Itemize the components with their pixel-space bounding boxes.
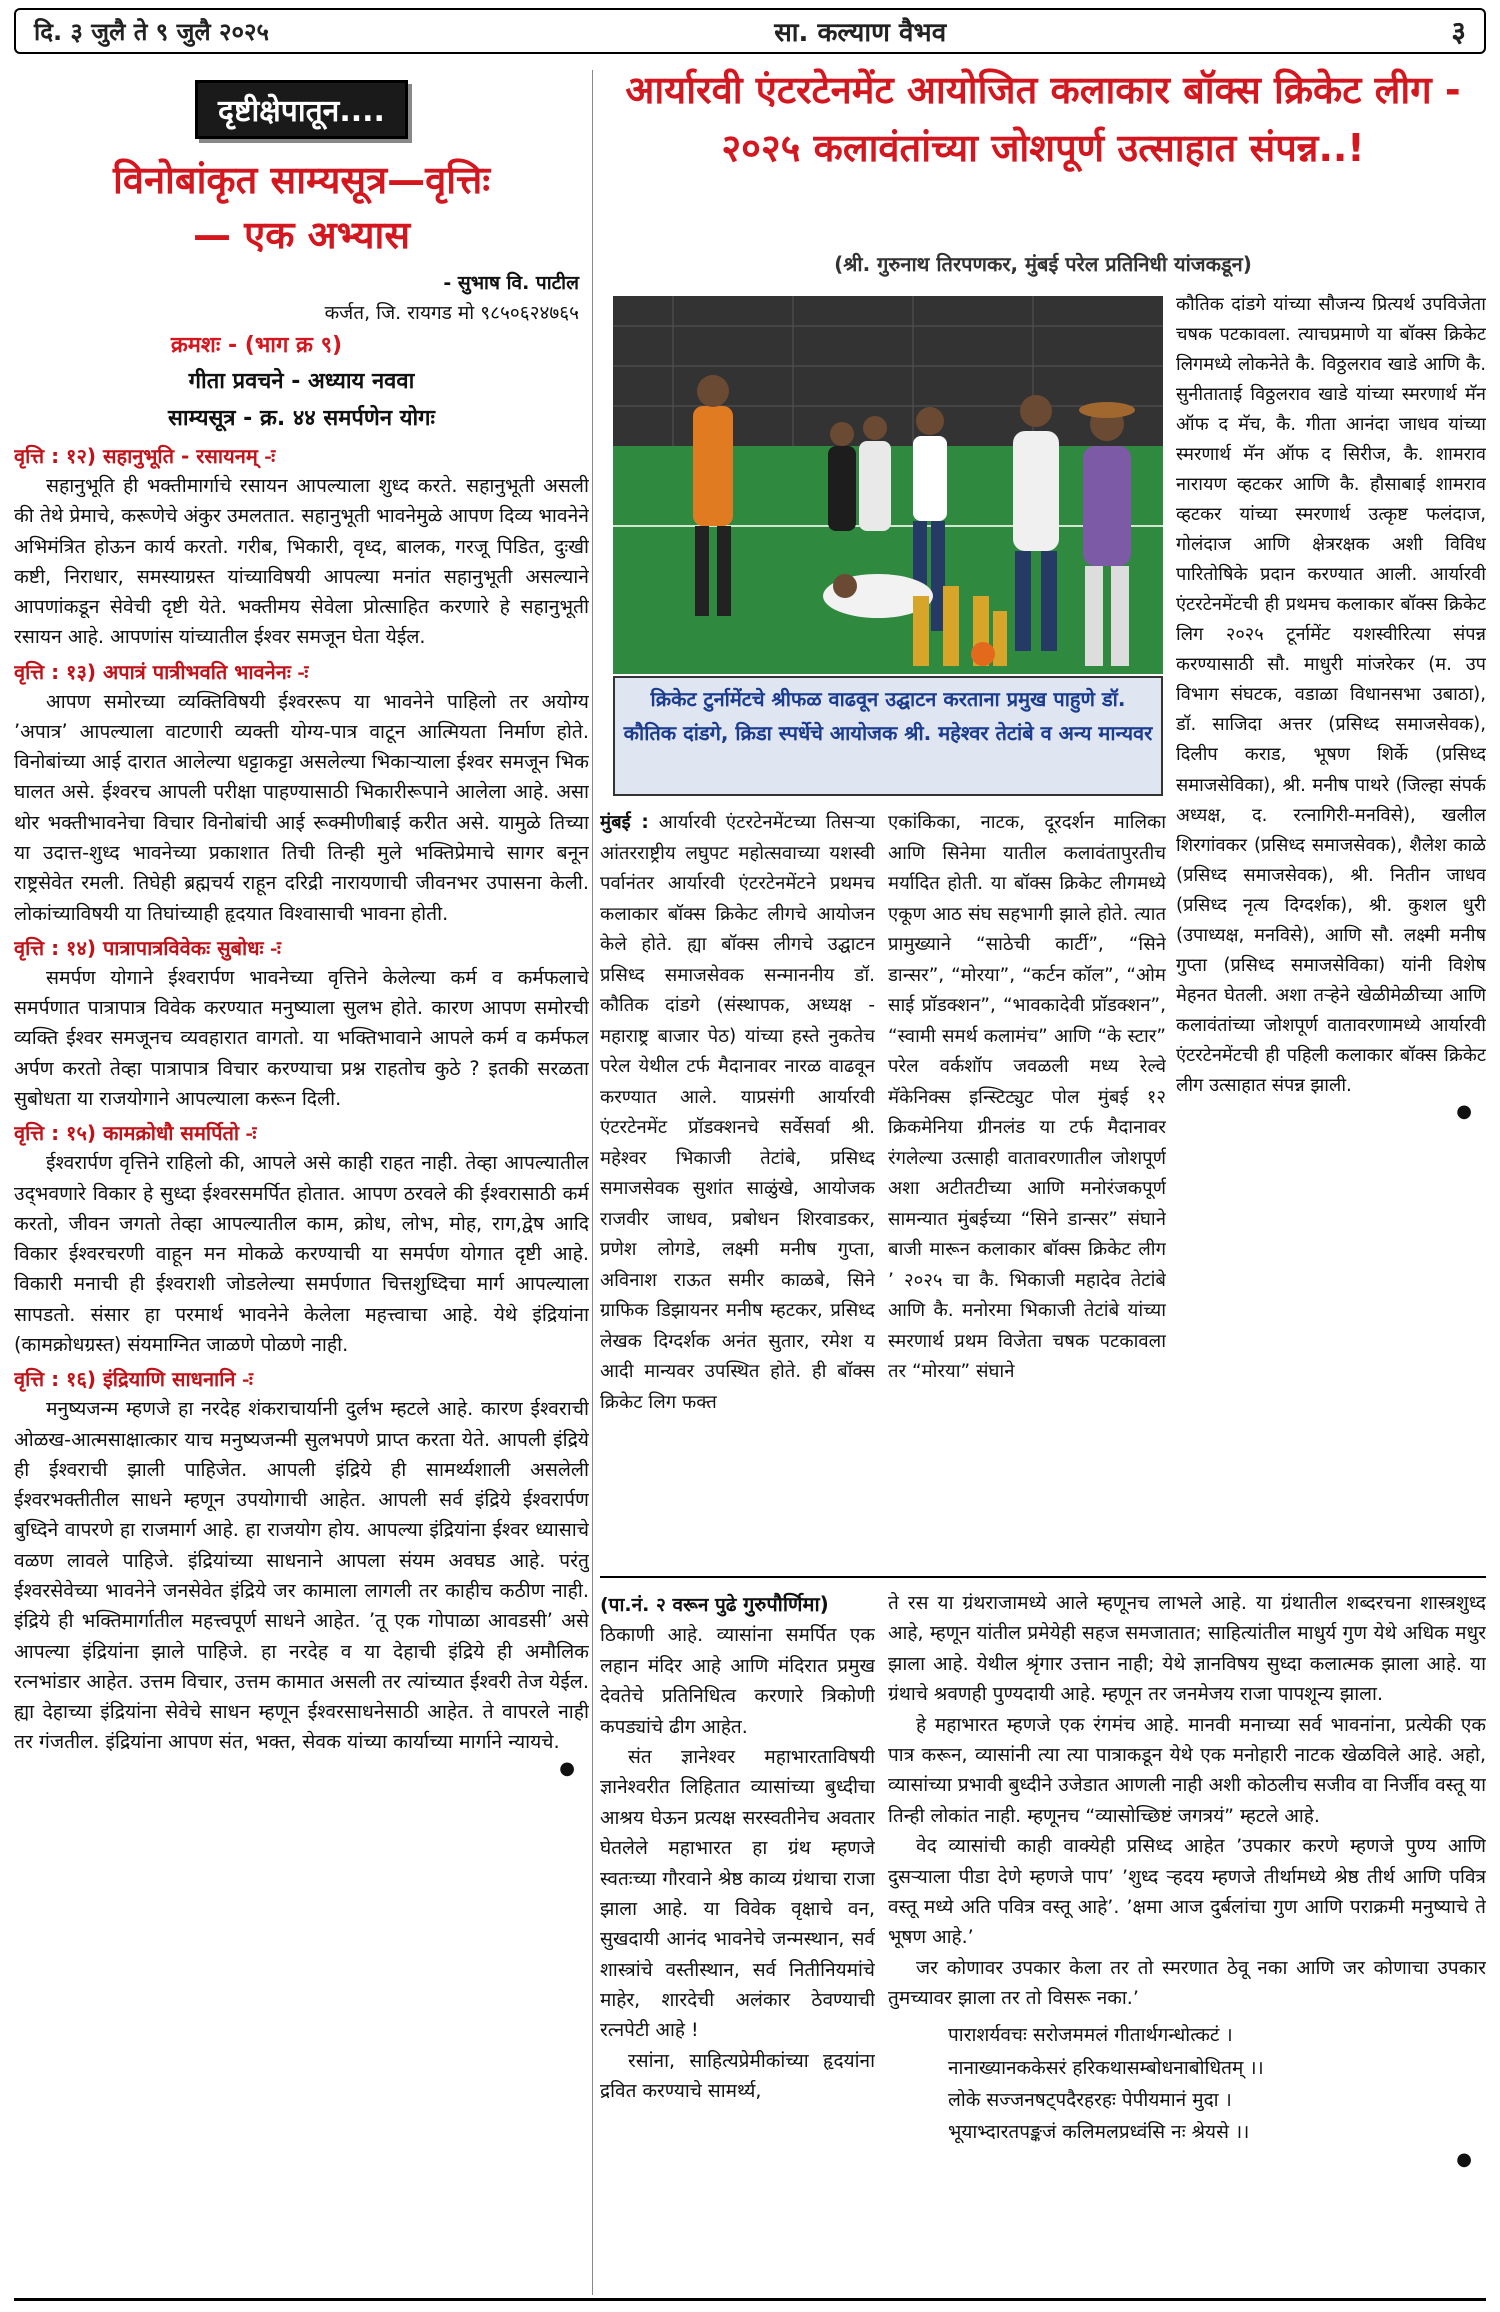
- continuation-label: (पा.नं. २ वरून पुढे: [600, 1594, 737, 1616]
- news-column-1: [600, 808, 875, 1576]
- author-address: कर्जत, जि. रायगड मो ९८५०६२४७६५: [324, 301, 579, 324]
- section-heading: वृत्ति : १६) इंद्रियाणि साधनानि -ः: [14, 1367, 253, 1392]
- event-photo-illustration: [613, 296, 1163, 674]
- section-badge: दृष्टीक्षेपातून....: [195, 80, 408, 139]
- news-byline: (श्री. गुरुनाथ तिरपणकर, मुंबई परेल प्रतिनिधी यांजकडून): [834, 252, 1252, 276]
- event-photo: [613, 296, 1163, 674]
- issue-date: दि. ३ जुलै ते ९ जुलै २०२५: [34, 17, 269, 46]
- article-text: हे महाभारत म्हणजे एक रंगमंच आहे. मानवी मनाच्या सर्व भावनांना, प्रत्येकी एक पात्र करून, व्यासांनी त्या त्या पात्राकडून येथे एक मनोहारी नाटक खेळविले आहे. अहो, व्यासांच्या प्रभावी बुध्दीने उजेडात आणली नाही अशी कोठलीच सजीव वा निर्जीव वस्तू या तिन्ही लोकांत नाही. म्हणूनच “व्यासोच्छिष्टं जगत्रयं” म्हटले आहे.: [888, 1713, 1486, 1827]
- left-article: [14, 70, 589, 2295]
- verse-line: लोके सज्जनषट्पदैरहरहः पेपीयमानं मुदा ।: [948, 2089, 1232, 2112]
- article-text: वेद व्यासांची काही वाक्येही प्रसिध्द आहेत ’उपकार करणे म्हणजे पुण्य आणि दुसऱ्याला पीडा देणे म्हणजे पाप’ ’शुध्द ऱ्हदय म्हणजे तीर्थामध्ये श्रेष्ठ तीर्थ आणि पवित्र वस्तू मध्ये अति पवित्र वस्तू आहे’. ’क्षमा आज दुर्बलांचा गुण आणि पराक्रमी मनुष्याचे ते भूषण आहे.’: [888, 1835, 1486, 1949]
- article-title-line-2: — एक अभ्यास: [192, 213, 411, 258]
- series-label: क्रमशः - (भाग क्र ९): [170, 333, 343, 359]
- news-headline: आर्यारवी एंटरटेनमेंट आयोजित कलाकार बॉक्स क्रिकेट लीग - २०२५ कलावंतांच्या जोशपूर्ण उत्साहात संपन्न..!: [625, 68, 1461, 170]
- verse-line: पाराशर्यवचः सरोजममलं गीतार्थगन्धोत्कटं ।: [948, 2024, 1233, 2047]
- continuation-title: गुरुपौर्णिमा): [743, 1592, 829, 1616]
- article-author: - सुभाष वि. पाटील: [443, 272, 579, 295]
- section-body: ईश्वरार्पण वृत्तिने राहिलो की, आपले असे काही राहत नाही. तेव्हा आपल्यातील उद्‌भवणारे विकार हे सुध्दा ईश्वरसमर्पित होतात. आपण ठरवले की ईश्वरासाठी कर्म करतो, जीवन जगतो तेव्हा आपल्यातील काम, क्रोध, लोभ, मोह, राग,द्वेष आदि विकार ईश्वरचरणी वाहून मन मोकळे करण्याची या समर्पण योगात दृष्टी आहे. विकारी मनाची ही ईश्वराशी जोडलेल्या समर्पणात चित्तशुध्दिचा मार्ग आपल्याला सापडतो. संसार हा परमार्थ भावनेने केलेला महत्त्वाचा आहे. येथे इंद्रियांना (कामक्रोधग्रस्त) संयमाग्नित जाळणे पोळणे नाही.: [14, 1151, 589, 1356]
- bottom-rule: [14, 2298, 1486, 2301]
- section-heading: वृत्ति : १३) अपात्रं पात्रीभवति भावनेनः -ः: [14, 659, 309, 684]
- article-text: ठिकाणी आहे. व्यासांना समर्पित एक लहान मंदिर आहे आणि मंदिरात प्रमुख देवतेचे प्रतिनिधित्व करणारे त्रिकोणी कपड्यांचे ढीग आहेत.: [600, 1624, 875, 1738]
- section-body: सहानुभूति ही भक्तीमार्गाचे रसायन आपल्याला शुध्द करते. सहानुभूती असली की तेथे प्रेमाचे, करूणेचे अंकुर उमलतात. सहानुभूती भावनेमुळे आपण दिव्य भावनेने अभिमंत्रित होऊन कार्य करतो. गरीब, भिकारी, वृध्द, बालक, गरजू पिडित, दुःखी कष्टी, निराधार, समस्याग्रस्त यांच्याविषयी आपल्या मनांत सहानुभूती असल्याने आपणांकडून सेवेची दृष्टी येते. भक्तीमय सेवेला प्रोत्साहित करणारे हे सहानुभूती रसायन आहे. आपणांस यांच्यातील ईश्वर समजून घेता येईल.: [14, 473, 589, 649]
- article-text: संत ज्ञानेश्वर महाभारताविषयी ज्ञानेश्वरीत लिहितात व्यासांच्या बुध्दीचा आश्रय घेऊन प्रत्यक्ष सरस्वतीनेच अवतार घेतलेले महाभारत हा ग्रंथ म्हणजे स्वतःच्या गौरवाने श्रेष्ठ काव्य ग्रंथाचा राजा झाला आहे. या विवेक वृक्षाचे वन, सुखदायी आनंद भावनेचे जन्मस्थान, सर्व शास्त्रांचे वस्तीस्थान, सर्व नितीनियमांचे माहेर, शारदेची अलंकार ठेवण्याची रत्नपेटी आहे !: [600, 1745, 875, 2042]
- sanskrit-verse: [888, 2019, 1486, 2148]
- news-column-3: [1176, 290, 1486, 1566]
- article-text: ते रस या ग्रंथराजामध्ये आले म्हणूनच लाभले आहे. या ग्रंथातील शब्दरचना शास्त्रशुध्द आहे, म्हणून यांतील प्रमेयेही सहज समजातात; साहित्यांतील माधुर्य गुण येथे अधिक मधुर झाला आहे. येथील श्रृंगार उत्तान नाही; येथे ज्ञानविषय सुध्दा कलात्मक झाला आहे. या ग्रंथाचे श्रवणही पुण्यदायी आहे. म्हणून तर जनमेजय राजा पापशून्य झाला.: [888, 1592, 1486, 1706]
- end-bullet-icon: ●: [1456, 2148, 1472, 2170]
- page-number: ३: [1451, 15, 1466, 48]
- verse-line: भूयाभ्दारतपङ्कजं कलिमलप्रध्वंसि नः श्रेयसे ।।: [948, 2121, 1250, 2144]
- section-body: समर्पण योगाने ईश्वरार्पण भावनेच्या वृत्तिने केलेल्या कर्म व कर्मफलाचे समर्पणात पात्रापात्र विवेक करण्यात मनुष्याला सुलभ होते. कारण आपण समोरची व्यक्ति ईश्वर समजूनच व्यवहारात वागतो. या भक्तिभावाने आपले कर्म व कर्मफल अर्पण करतो तेव्हा पात्रापात्र विचार करण्याचा प्रश्न राहतोच कुठे ? इतकी सरळता सुबोधता या राजयोगाने आपल्याला करून दिली.: [14, 965, 589, 1111]
- subtitle-1: गीता प्रवचने - अध्याय नववा: [188, 369, 415, 395]
- article-title-line-1: विनोबांकृत साम्यसूत्र—वृत्तिः: [112, 158, 490, 202]
- article-text: रसांना, साहित्यप्रेमीकांच्या हृदयांना द्रवित करण्याचे सामर्थ्य,: [600, 2049, 875, 2103]
- page-header: [14, 8, 1486, 54]
- end-bullet-icon: ●: [1456, 1100, 1472, 1122]
- section-body: आपण समोरच्या व्यक्तिविषयी ईश्वररूप या भावनेने पाहिलो तर अयोग्य ’अपात्र’ आपल्याला वाटणारी व्यक्ती योग्य-पात्र वाटून आत्मियता निर्माण होते. विनोबांच्या आई दारात आलेल्या धट्टाकट्टा असलेल्या भिकाऱ्याला ईश्वर समजून भिक घालत असे. ईश्वरच आपली परीक्षा पाहण्यासाठी भिकारीरूपाने आलेला आहे. असा थोर भक्तीभावनेचा विचार विनोबांची आई रूक्मीणीबाई करीत असे. यामुळे तिच्या या उदात्त-शुध्द भावनेच्या प्रकाशात तिची तिन्ही मुले भक्तिप्रेमाचे सागर बनून राष्ट्रसेवेत रमली. तिघेही ब्रह्मचर्य राहून दरिद्री नारायणाची जीवनभर उपासना केली. लोकांच्याविषयी या तिघांच्याही हृदयात विश्वासाची भावना होती.: [14, 689, 589, 925]
- news-column-text: आर्यारवी एंटरटेनमेंटच्या तिसऱ्या आंतरराष्ट्रीय लघुपट महोत्सवाच्या यशस्वी पर्वानंतर आर्यारवी एंटरटेनमेंटने प्रथमच कलाकार बॉक्स क्रिकेट लीगचे आयोजन केले होते. ह्या बॉक्स लीगचे उद्घाटन प्रसिध्द समाजसेवक सन्माननीय डॉ. कौतिक दांडगे (संस्थापक, अध्यक्ष - महाराष्ट्र बाजार पेठ) यांच्या हस्ते नुकतेच परेल येथील टर्फ मैदानावर नारळ वाढवून करण्यात आले. याप्रसंगी आर्यारवी एंटरटेनमेंट प्रॉडक्शनचे सर्वेसर्वा श्री. महेश्वर भिकाजी तेटांबे, प्रसिध्द समाजसेवक सुशांत साळुंखे, आयोजक राजवीर जाधव, प्रबोधन शिरवाडकर, प्रणेश लोगडे, लक्ष्मी मनीष गुप्ता, अविनाश राऊत समीर काळबे, सिने ग्राफिक डिझायनर मनीष म्हटकर, प्रसिध्द लेखक दिग्दर्शक अनंत सुतार, रमेश य आदी मान्यवर उपस्थित होते. ही बॉक्स क्रिकेट लिग फक्त: [600, 812, 875, 1413]
- verse-line: नानाख्यानककेसरं हरिकथासम्बोधनाबोधितम् ।।: [948, 2056, 1264, 2079]
- section-divider: [600, 1576, 1486, 1578]
- news-column-text: एकांकिका, नाटक, दूरदर्शन मालिका आणि सिनेमा यातील कलावंतापुरतीच मर्यादित होती. या बॉक्स क्रिकेट लीगमध्ये एकूण आठ संघ सहभागी झाले होते. त्यात प्रामुख्याने “साठेची कार्टी”, “सिने डान्सर”, “मोरया”, “कर्टन कॉल”, “ओम साई प्रॉडक्शन”, “भावकादेवी प्रॉडक्शन”, “स्वामी समर्थ कलामंच” आणि “के स्टार” परेल वर्कशॉप जवळली मध्य रेल्वे मॅकेनिक्स इन्स्टिट्युट पोल मुंबई १२ क्रिकमेनिया ग्रीनलंड या टर्फ मैदानावर रंगलेल्या उत्साही वातावरणातील जोशपूर्ण अशा अटीतटीच्या आणि मनोरंजकपूर्ण सामन्यात मुंबईच्या “सिने डान्सर” संघाने बाजी मारून कलाकार बॉक्स क्रिकेट लीग ’ २०२५ चा कै. भिकाजी महादेव तेटांबे आणि कै. मनोरमा भिकाजी तेटांबे यांच्या स्मरणार्थ प्रथम विजेता चषक पटकावला तर “मोरया” संघाने: [888, 812, 1166, 1383]
- article-text: जर कोणावर उपकार केला तर तो स्मरणात ठेवू नका आणि जर कोणाचा उपकार तुमच्यावर झाला तर तो विसरू नका.’: [888, 1956, 1486, 2010]
- subtitle-2: साम्यसूत्र - क्र. ४४ समर्पणेन योगः: [168, 405, 435, 431]
- photo-caption: क्रिकेट टुर्नामेंटचे श्रीफळ वाढवून उद्घाटन करताना प्रमुख पाहुणे डॉ. कौतिक दांडगे, क्रिडा स्पर्धेचे आयोजक श्री. महेश्वर तेटांबे व अन्य मान्यवर: [613, 676, 1163, 796]
- section-heading: वृत्ति : १५) कामक्रोधौ समर्पितो -ः: [14, 1121, 257, 1146]
- continued-article-column-1: [600, 1588, 875, 2295]
- section-body: मनुष्यजन्म म्हणजे हा नरदेह शंकराचार्यानी दुर्लभ म्हटले आहे. कारण ईश्वराची ओळख-आत्मसाक्षात्कार याच मनुष्यजन्मी सुलभपणे प्राप्त करता येते. आपली इंद्रिये ही ईश्वराची झाली पाहिजेत. आपली इंद्रिये ही सामर्थ्यशाली असलेली ईश्वरभक्तीतील साधने म्हणून उपयोगाची आहेत. आपली सर्व इंद्रिये ईश्वरार्पण बुध्दिने वापरणे हा राजमार्ग आहे. हा राजयोग होय. आपल्या इंद्रियांना ईश्वर ध्यासाचे वळण लावले पाहिजे. इंद्रियांच्या साधनाने आपला संयम अवघड आहे. परंतु ईश्वरसेवेच्या भावनेने जनसेवेत इंद्रिये जर कामाला लागली तर काहीच कठीण नाही. इंद्रिये ही भक्तिमार्गातील महत्त्वपूर्ण साधने आहेत. ’तू एक गोपाळा आवडसी’ असे आपल्या इंद्रियांना झाले पाहिजे. हा नरदेह व या देहाची इंद्रिये ही अमौलिक रत्नभांडार आहेत. उत्तम विचार, उत्तम कामात असली तर त्यांच्यात ईश्वरी तेज येईल. ह्या देहाच्या इंद्रियांना सेवेचे साधन म्हणून ईश्वरसाधनेसाठी आहेत. ते वापरले नाही तर गंजतील. इंद्रियांना आपण संत, भक्त, सेवक यांच्या कार्याच्या मार्गाने न्यायचे.: [14, 1397, 589, 1754]
- news-column-2: [888, 808, 1166, 1576]
- dateline: मुंबई :: [600, 812, 649, 833]
- section-heading: वृत्ति : १४) पात्रापात्रविवेकः सुबोधः -ः: [14, 935, 281, 960]
- newspaper-name: सा. कल्याण वैभव: [774, 18, 947, 48]
- column-divider: [592, 70, 593, 2295]
- news-column-text: कौतिक दांडगे यांच्या सौजन्य प्रित्यर्थ उपविजेता चषक पटकावला. त्याचप्रमाणे या बॉक्स क्रिकेट लिगमध्ये लोकनेते कै. विठ्ठलराव खाडे आणि कै. सुनीताताई विठ्ठलराव खाडे यांच्या स्मरणार्थ मॅन ऑफ द मॅच, कै. गीता आनंदा जाधव यांच्या स्मरणार्थ मॅन ऑफ द सिरीज, कै. शामराव नारायण व्हटकर आणि कै. हौसाबाई शामराव व्हटकर यांच्या स्मरणार्थ उत्कृष्ट फलंदाज, गोलंदाज आणि क्षेत्ररक्षक अशी विविध पारितोषिके प्रदान करण्यात आली. आर्यारवी एंटरटेनमेंटची ही प्रथमच कलाकार बॉक्स क्रिकेट लिग २०२५ टूर्नामेंट यशस्वीरित्या संपन्न करण्यासाठी सौ. माधुरी मांजरेकर (म. उप विभाग संघटक, वडाळा विधानसभा उबाठा), डॉ. साजिदा अत्तर (प्रसिध्द समाजसेवक), दिलीप कराड, भूषण शिर्के (प्रसिध्द समाजसेविका), श्री. मनीष पाथरे (जिल्हा संपर्क अध्यक्ष, द. रत्नागिरी-मनविसे), खलील शिरगांवकर (प्रसिध्द समाजसेवक), शैलेश काळे (प्रसिध्द समाजसेवक), श्री. नितीन जाधव (प्रसिध्द नृत्य दिग्दर्शक), श्री. कुशल धुरी (उपाध्यक्ष, मनविसे), आणि सौ. लक्ष्मी मनीष गुप्ता (प्रसिध्द समाजसेविका) यांनी विशेष मेहनत घेतली. अशा तऱ्हेने खेळीमेळीच्या आणि कलावंतांच्या जोशपूर्ण वातावरणामध्ये आर्यारवी एंटरटेनमेंटची ही पहिली कलाकार बॉक्स क्रिकेट लीग उत्साहात संपन्न झाली.: [1176, 294, 1486, 1096]
- article-title: [14, 153, 589, 263]
- section-heading: वृत्ति : १२) सहानुभूति - रसायनम् -ः: [14, 443, 276, 468]
- continued-article-column-2: [888, 1588, 1486, 2295]
- end-bullet-icon: ●: [559, 1757, 575, 1779]
